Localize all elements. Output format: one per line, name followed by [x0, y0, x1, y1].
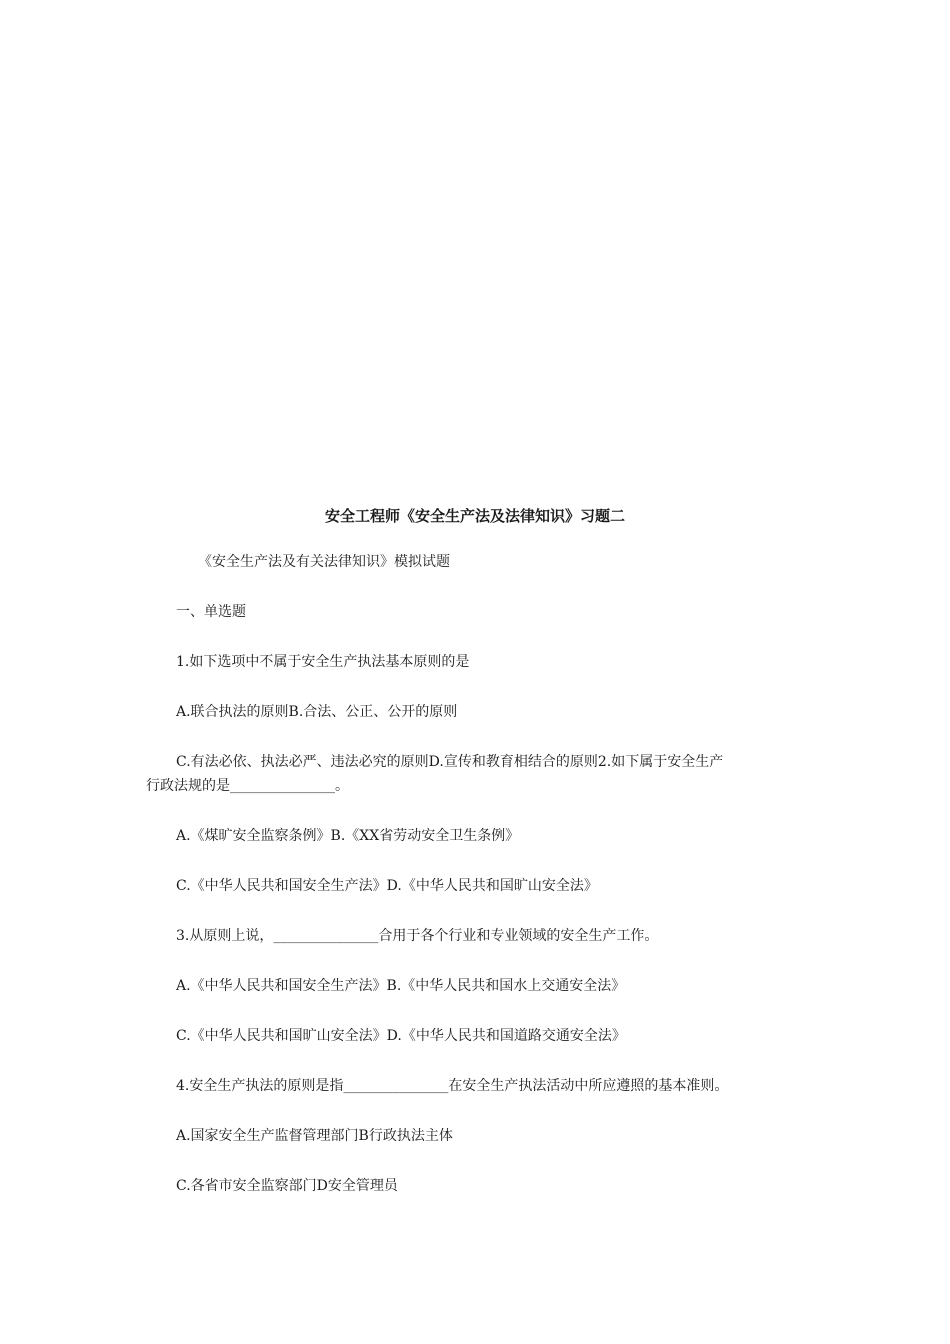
document-title: 安全工程师《安全生产法及法律知识》习题二 [324, 507, 625, 525]
question-1-options-cd-question-2: C.有法必依、执法必严、违法必究的原则D.宣传和教育相结合的原则2.如下属于安全生产 [176, 754, 724, 770]
question-4-text: 4.安全生产执法的原则是指_______________在安全生产执法活动中所应遵照的基本准则。 [176, 1078, 729, 1094]
question-4-options-ab: A.国家安全生产监督管理部门B行政执法主体 [176, 1128, 453, 1144]
question-3-options-cd: C.《中华人民共和国旷山安全法》D.《中华人民共和国道路交通安全法》 [176, 1028, 626, 1044]
question-3-options-ab: A.《中华人民共和国安全生产法》B.《中华人民共和国水上交通安全法》 [176, 978, 626, 994]
section-heading: 一、单选题 [176, 604, 246, 620]
question-2-options-cd: C.《中华人民共和国安全生产法》D.《中华人民共和国旷山安全法》 [176, 878, 598, 894]
question-2-text-continued: 行政法规的是_______________。 [146, 778, 349, 794]
document-subtitle: 《安全生产法及有关法律知识》模拟试题 [198, 554, 450, 570]
question-4-options-cd: C.各省市安全监察部门D安全管理员 [176, 1178, 398, 1194]
question-1-text: 1.如下选项中不属于安全生产执法基本原则的是 [176, 654, 470, 670]
question-3-text: 3.从原则上说，_______________合用于各个行业和专业领域的安全生产工作。 [176, 928, 659, 944]
question-2-options-ab: A.《煤旷安全监察条例》B.《XX省劳动安全卫生条例》 [176, 828, 520, 844]
question-1-options-ab: A.联合执法的原则B.合法、公正、公开的原则 [176, 704, 458, 720]
